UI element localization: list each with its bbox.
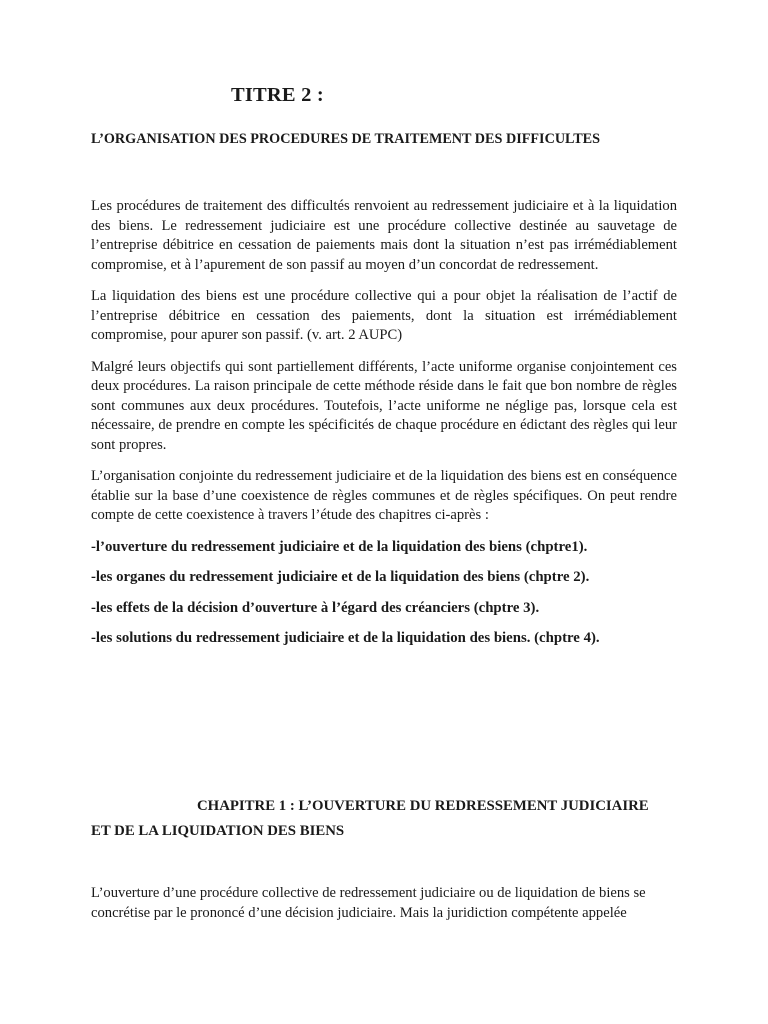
chapter-body-text [91,884,677,923]
chapter-list-item-1: -l’ouverture du redressement judiciaire et de la liquidation des biens (chptre1). [91,538,588,555]
paragraph-1: Les procédures de traitement des difficultés renvoient au redressement judiciaire et à la liquidation des biens. Le redressement judiciaire est une procédure collective destinée au sauvetage de l’entreprise débitrice en cessation de paiements mais dont la situation n’est pas irrémédiablement compromise, et à l’apurement de son passif au moyen d’un concordat de redressement. [91,198,677,273]
chapter-list-item-3: -les effets de la décision d’ouverture à l’égard des créanciers (chptre 3). [91,599,540,616]
paragraph-2: La liquidation des biens est une procédure collective qui a pour objet la réalisation de l’actif de l’entreprise débitrice en cessation des paiements, dont la situation est irrémédiablement compromise, pour apurer son passif. (v. art. 2 AUPC) [91,288,677,343]
chapter-heading-line-1: CHAPITRE 1 : L’OUVERTURE DU REDRESSEMENT JUDICIAIRE [197,798,649,814]
chapter-list-item-4: -les solutions du redressement judiciaire et de la liquidation des biens. (chptre 4). [91,630,600,646]
chapter-list-item-2: -les organes du redressement judiciaire et de la liquidation des biens (chptre 2). [91,569,590,585]
chapter-heading-line-2: ET DE LA LIQUIDATION DES BIENS [91,823,345,839]
paragraph-3: Malgré leurs objectifs qui sont partiellement différents, l’acte uniforme organise conjointement ces deux procédures. La raison principale de cette méthode réside dans le fait que bon nombre de règles sont communes aux deux procédures. Toutefois, l’acte uniforme ne néglige pas, lorsque cela est nécessaire, de prendre en compte les spécificités de chaque procédure en édictant des règles qui leur sont propres. [91,358,677,453]
body-text [91,197,677,660]
title-heading: TITRE 2 : [231,84,324,106]
chapter-heading [91,794,677,844]
paragraph-4: L’organisation conjointe du redressement judiciaire et de la liquidation des biens est en conséquence établie sur la base d’une coexistence de règles communes et de règles spécifiques. On peut rendre compte de cette coexistence à travers l’étude des chapitres ci-après : [91,468,677,523]
subtitle-heading: L’ORGANISATION DES PROCEDURES DE TRAITEMENT DES DIFFICULTES [91,131,601,147]
chapter-paragraph: L’ouverture d’une procédure collective de redressement judiciaire ou de liquidation de biens se concrétise par le prononcé d’une décision judiciaire. Mais la juridiction compétente appelée [91,885,646,921]
